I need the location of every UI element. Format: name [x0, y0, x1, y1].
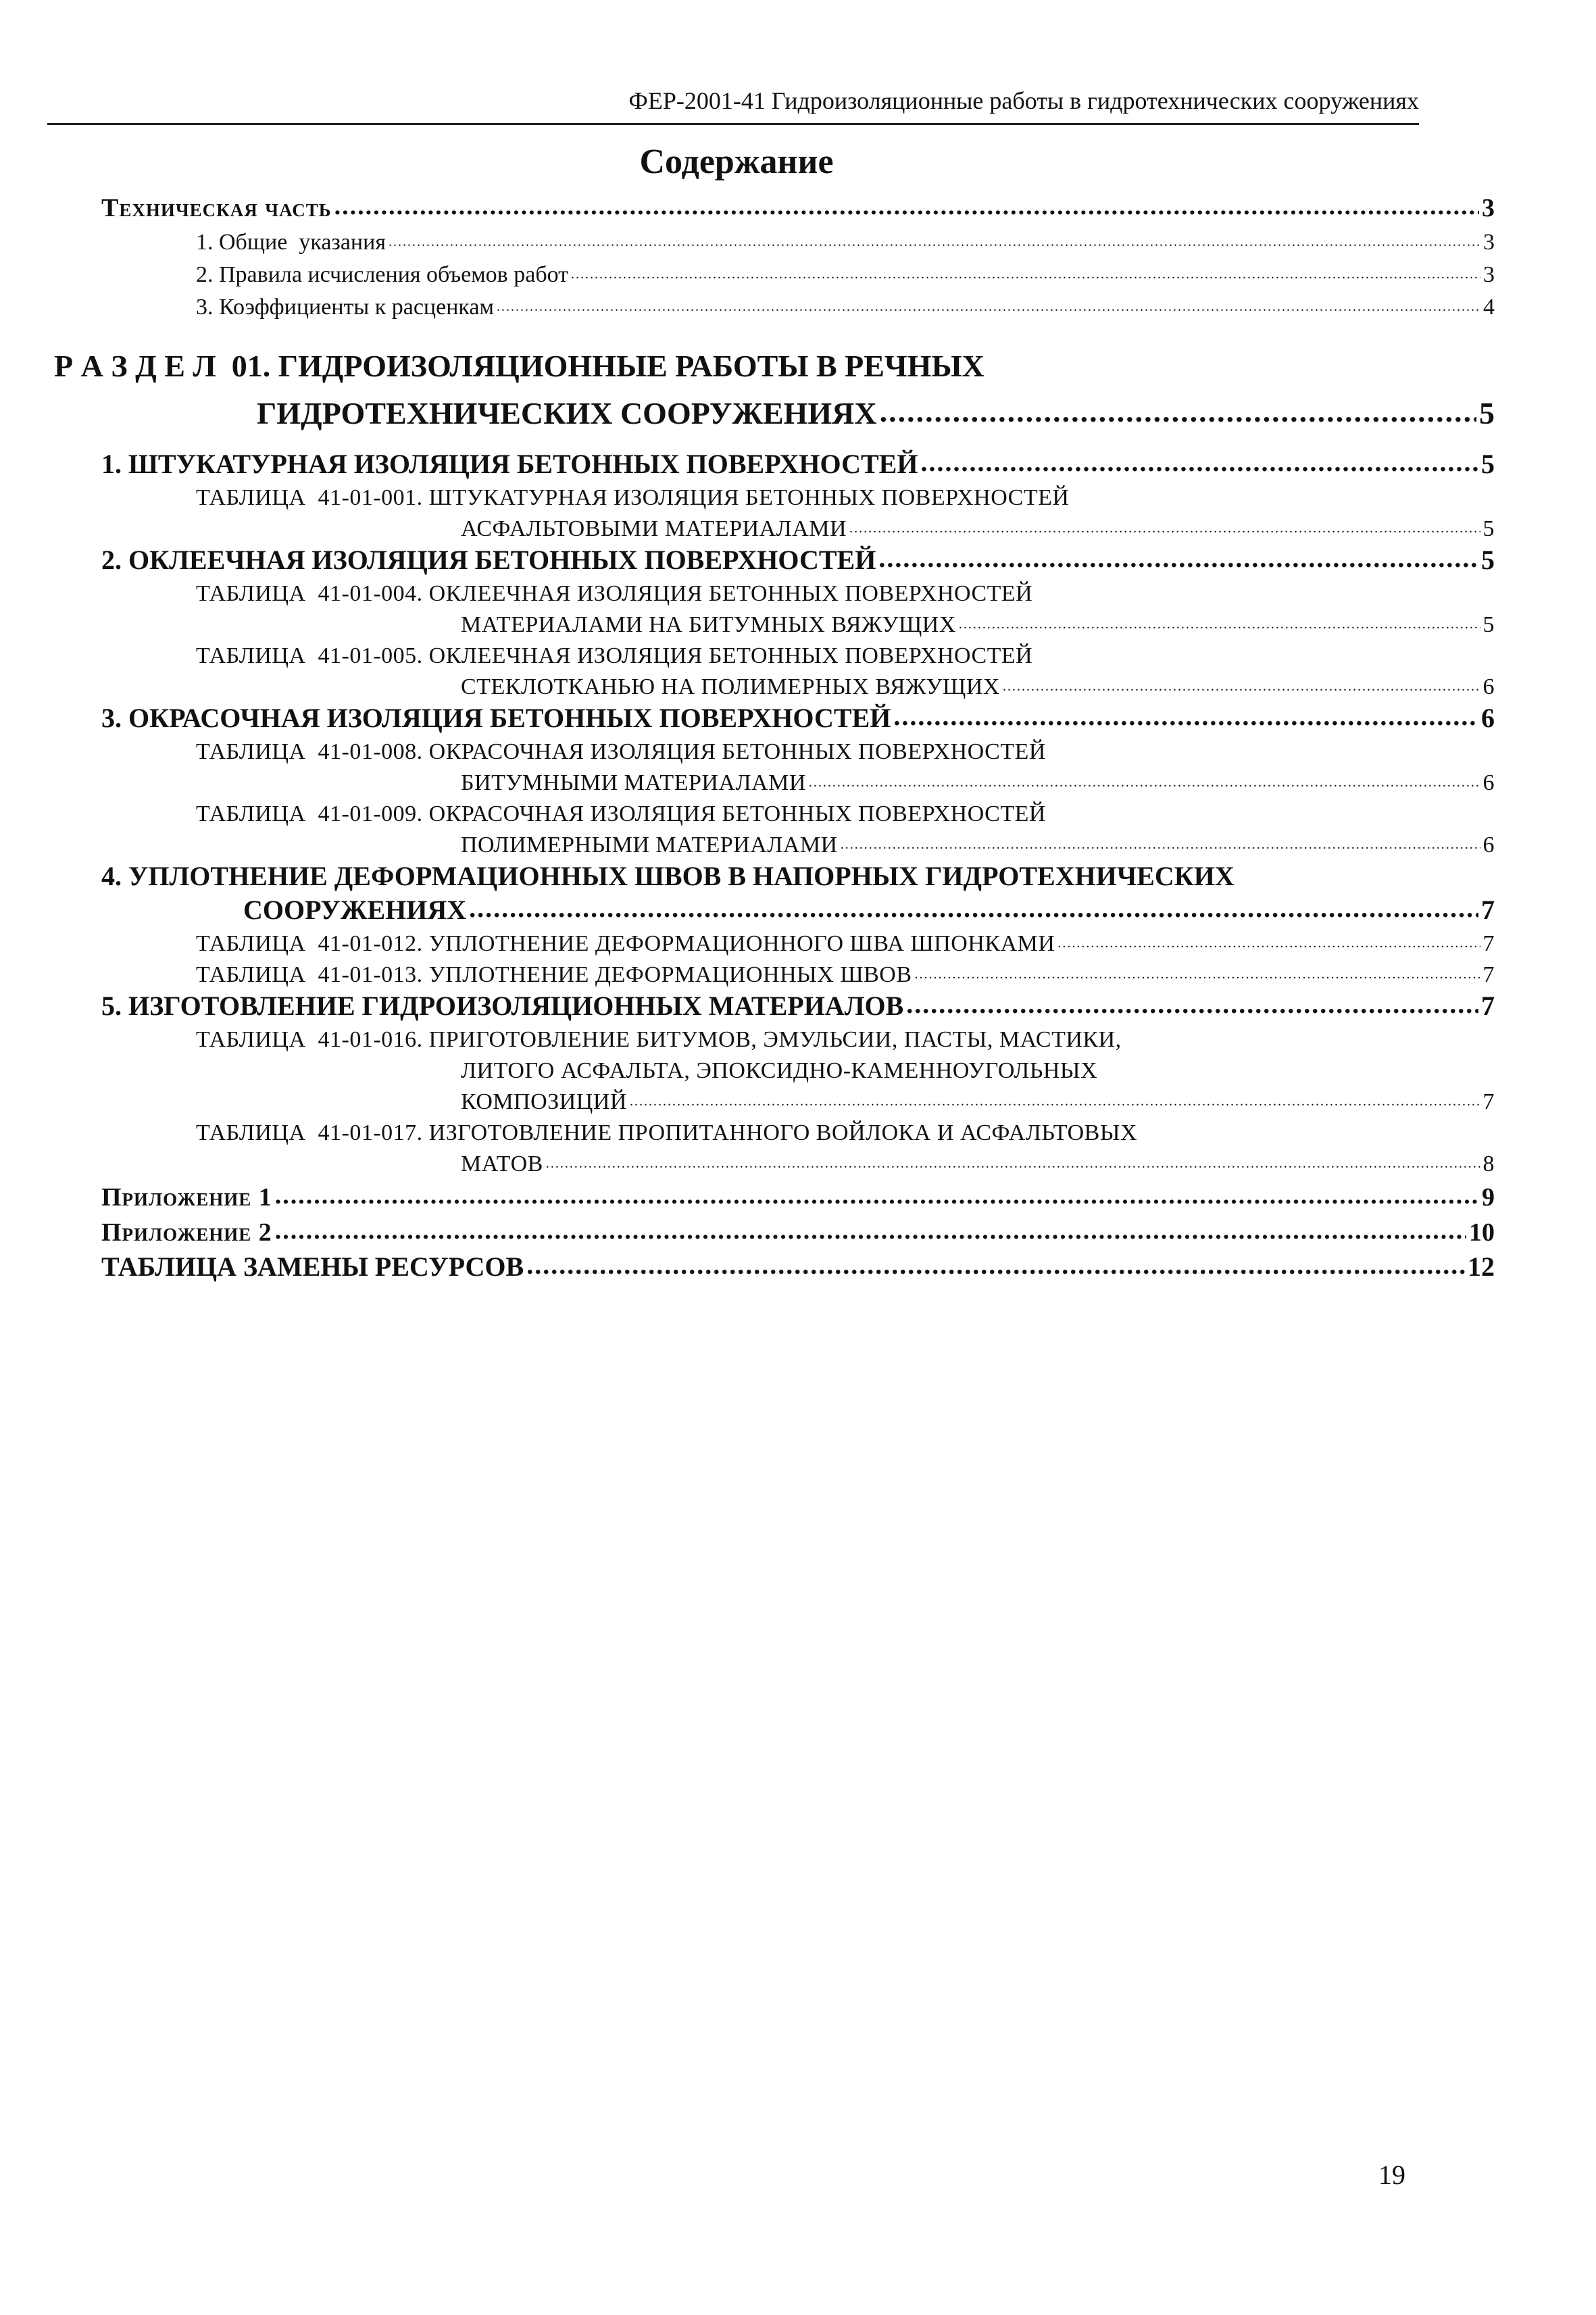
toc-entry-label: 4. УПЛОТНЕНИЕ ДЕФОРМАЦИОННЫХ ШВОВ В НАПОРНЫХ ГИДРОТЕХНИЧЕСКИХ	[101, 861, 1235, 891]
toc-page-number: 5	[1482, 516, 1495, 541]
toc-entry-table-013[interactable]	[101, 957, 1495, 988]
toc-entry-table-016-cont2[interactable]	[101, 1084, 1495, 1115]
toc-entry-label: 3. ОКРАСОЧНАЯ ИЗОЛЯЦИЯ БЕТОННЫХ ПОВЕРХНОСТЕЙ	[101, 703, 891, 733]
toc-entry-section-4[interactable]	[101, 858, 1495, 892]
dot-leader	[915, 968, 1480, 981]
toc-entry-table-017-cont[interactable]	[101, 1146, 1495, 1177]
table-of-contents	[54, 191, 1495, 1283]
toc-entry-table-016[interactable]	[101, 1022, 1495, 1053]
dot-leader	[878, 545, 1478, 572]
toc-entry-label: ТАБЛИЦА 41-01-004. ОКЛЕЕЧНАЯ ИЗОЛЯЦИЯ БЕТОННЫХ ПОВЕРХНОСТЕЙ	[196, 581, 1033, 606]
toc-entry-label: АСФАЛЬТОВЫМИ МАТЕРИАЛАМИ	[461, 516, 847, 541]
toc-entry-label: 1. Общие указания	[196, 230, 386, 255]
toc-entry-table-004-cont[interactable]	[101, 607, 1495, 638]
dot-leader	[389, 235, 1480, 249]
toc-page-number: 5	[1479, 396, 1495, 430]
toc-entry-label: КОМПОЗИЦИЙ	[461, 1089, 627, 1114]
toc-entry-table-008-cont[interactable]	[101, 765, 1495, 796]
toc-entry-table-001-cont[interactable]	[101, 511, 1495, 542]
toc-entry-rules[interactable]	[101, 255, 1495, 288]
dot-leader	[893, 703, 1478, 730]
toc-entry-label: БИТУМНЫМИ МАТЕРИАЛАМИ	[461, 770, 806, 795]
toc-entry-label: ТАБЛИЦА ЗАМЕНЫ РЕСУРСОВ	[101, 1251, 524, 1282]
toc-entry-label: Техническая часть	[101, 194, 332, 222]
toc-entry-label: МАТЕРИАЛАМИ НА БИТУМНЫХ ВЯЖУЩИХ	[461, 612, 956, 637]
toc-entry-label: МАТОВ	[461, 1151, 543, 1176]
toc-entry-label: ТАБЛИЦА 41-01-017. ИЗГОТОВЛЕНИЕ ПРОПИТАННОГО ВОЙЛОКА И АСФАЛЬТОВЫХ	[196, 1120, 1138, 1145]
toc-page-number: 5	[1482, 612, 1495, 637]
toc-entry-section-4-cont[interactable]	[101, 892, 1495, 926]
toc-page-number: 6	[1481, 703, 1495, 733]
toc-entry-table-005-cont[interactable]	[101, 669, 1495, 700]
toc-entry-label: ТАБЛИЦА 41-01-005. ОКЛЕЕЧНАЯ ИЗОЛЯЦИЯ БЕТОННЫХ ПОВЕРХНОСТЕЙ	[196, 643, 1033, 668]
toc-entry-section-1[interactable]	[101, 446, 1495, 480]
toc-entry-label: СООРУЖЕНИЯХ	[243, 895, 467, 925]
toc-entry-label: Приложение 2	[101, 1218, 272, 1247]
toc-entry-label: ЛИТОГО АСФАЛЬТА, ЭПОКСИДНО-КАМЕННОУГОЛЬНЫХ	[461, 1058, 1098, 1083]
toc-entry-section-3[interactable]	[101, 700, 1495, 734]
toc-entry-razdel-line1[interactable]	[54, 345, 1495, 384]
dot-leader	[849, 522, 1480, 535]
running-header-text: ФЕР-2001-41 Гидроизоляционные работы в гидротехнических сооружениях	[628, 87, 1419, 114]
toc-entry-section-2[interactable]	[101, 542, 1495, 576]
dot-leader	[841, 838, 1480, 851]
toc-page-number: 3	[1482, 194, 1495, 222]
toc-page-number: 7	[1482, 1089, 1495, 1114]
dot-leader	[880, 396, 1476, 427]
dot-leader	[809, 776, 1480, 789]
toc-entry-general[interactable]	[101, 223, 1495, 255]
toc-entry-label: 2. ОКЛЕЕЧНАЯ ИЗОЛЯЦИЯ БЕТОННЫХ ПОВЕРХНОСТЕЙ	[101, 545, 876, 575]
running-header	[47, 86, 1419, 125]
toc-entry-label: Приложение 1	[101, 1183, 272, 1212]
toc-entry-label: 1. ШТУКАТУРНАЯ ИЗОЛЯЦИЯ БЕТОННЫХ ПОВЕРХНОСТЕЙ	[101, 449, 918, 479]
toc-entry-label: ТАБЛИЦА 41-01-009. ОКРАСОЧНАЯ ИЗОЛЯЦИЯ БЕТОННЫХ ПОВЕРХНОСТЕЙ	[196, 801, 1046, 826]
dot-leader	[275, 1183, 1479, 1208]
dot-leader	[630, 1095, 1480, 1108]
toc-entry-razdel-line2[interactable]	[54, 384, 1495, 431]
toc-entry-label: Р А З Д Е Л 01. ГИДРОИЗОЛЯЦИОННЫЕ РАБОТЫ В РЕЧНЫХ	[54, 349, 984, 383]
toc-entry-label: 2. Правила исчисления объемов работ	[196, 262, 569, 287]
dot-leader	[1057, 937, 1480, 950]
dot-leader	[906, 991, 1478, 1018]
dot-leader	[497, 300, 1480, 314]
dot-leader	[469, 895, 1478, 922]
toc-entry-label: ТАБЛИЦА 41-01-012. УПЛОТНЕНИЕ ДЕФОРМАЦИОННОГО ШВА ШПОНКАМИ	[196, 931, 1055, 956]
toc-entry-table-009-cont[interactable]	[101, 827, 1495, 858]
toc-entry-label: СТЕКЛОТКАНЬЮ НА ПОЛИМЕРНЫХ ВЯЖУЩИХ	[461, 674, 1000, 699]
dot-leader	[571, 268, 1480, 281]
page-title: Содержание	[639, 143, 834, 181]
toc-entry-coefficients[interactable]	[101, 288, 1495, 320]
dot-leader	[920, 449, 1478, 476]
toc-entry-table-008[interactable]	[101, 734, 1495, 765]
toc-entry-label: ТАБЛИЦА 41-01-016. ПРИГОТОВЛЕНИЕ БИТУМОВ, ЭМУЛЬСИИ, ПАСТЫ, МАСТИКИ,	[196, 1027, 1122, 1052]
toc-page-number: 7	[1482, 931, 1495, 956]
dot-leader	[275, 1218, 1466, 1243]
toc-page-number: 7	[1481, 991, 1495, 1021]
toc-entry-label: ТАБЛИЦА 41-01-008. ОКРАСОЧНАЯ ИЗОЛЯЦИЯ БЕТОННЫХ ПОВЕРХНОСТЕЙ	[196, 739, 1046, 764]
dot-leader	[526, 1251, 1465, 1278]
dot-leader	[1003, 680, 1480, 693]
toc-entry-label: 3. Коэффициенты к расценкам	[196, 295, 495, 320]
toc-entry-label: ПОЛИМЕРНЫМИ МАТЕРИАЛАМИ	[461, 832, 838, 857]
toc-entry-table-005[interactable]	[101, 638, 1495, 669]
dot-leader	[959, 618, 1480, 631]
toc-entry-label: ГИДРОТЕХНИЧЕСКИХ СООРУЖЕНИЯХ	[257, 396, 877, 430]
toc-page-number: 5	[1481, 545, 1495, 575]
toc-entry-label: ТАБЛИЦА 41-01-001. ШТУКАТУРНАЯ ИЗОЛЯЦИЯ БЕТОННЫХ ПОВЕРХНОСТЕЙ	[196, 485, 1070, 510]
toc-entry-table-001[interactable]	[101, 480, 1495, 511]
toc-entry-table-016-cont[interactable]	[101, 1053, 1495, 1084]
toc-page-number: 10	[1469, 1218, 1495, 1247]
toc-entry-resource-table[interactable]	[101, 1247, 1495, 1283]
toc-entry-section-5[interactable]	[101, 988, 1495, 1022]
toc-entry-label: 5. ИЗГОТОВЛЕНИЕ ГИДРОИЗОЛЯЦИОННЫХ МАТЕРИАЛОВ	[101, 991, 904, 1021]
page-number: 19	[1378, 2160, 1405, 2190]
toc-page-number: 4	[1483, 295, 1495, 320]
toc-page-number: 6	[1482, 674, 1495, 699]
toc-entry-appendix-2[interactable]	[101, 1212, 1495, 1247]
toc-entry-label: ТАБЛИЦА 41-01-013. УПЛОТНЕНИЕ ДЕФОРМАЦИОННЫХ ШВОВ	[196, 962, 912, 987]
toc-page-number: 9	[1482, 1183, 1495, 1212]
toc-entry-table-017[interactable]	[101, 1115, 1495, 1146]
toc-page-number: 7	[1482, 962, 1495, 987]
toc-page-number: 8	[1482, 1151, 1495, 1176]
toc-entry-technical-part[interactable]	[101, 191, 1495, 223]
toc-page-number: 3	[1483, 262, 1495, 287]
toc-entry-table-009[interactable]	[101, 796, 1495, 827]
toc-page-number: 6	[1482, 770, 1495, 795]
dot-leader	[546, 1157, 1480, 1170]
dot-leader	[334, 193, 1479, 219]
toc-page-number: 6	[1482, 832, 1495, 857]
toc-entry-table-004[interactable]	[101, 576, 1495, 607]
toc-page-number: 3	[1483, 230, 1495, 255]
toc-entry-appendix-1[interactable]	[101, 1177, 1495, 1212]
toc-entry-table-012[interactable]	[101, 926, 1495, 957]
toc-page-number: 12	[1468, 1251, 1495, 1282]
toc-page-number: 7	[1481, 895, 1495, 925]
toc-page-number: 5	[1481, 449, 1495, 479]
